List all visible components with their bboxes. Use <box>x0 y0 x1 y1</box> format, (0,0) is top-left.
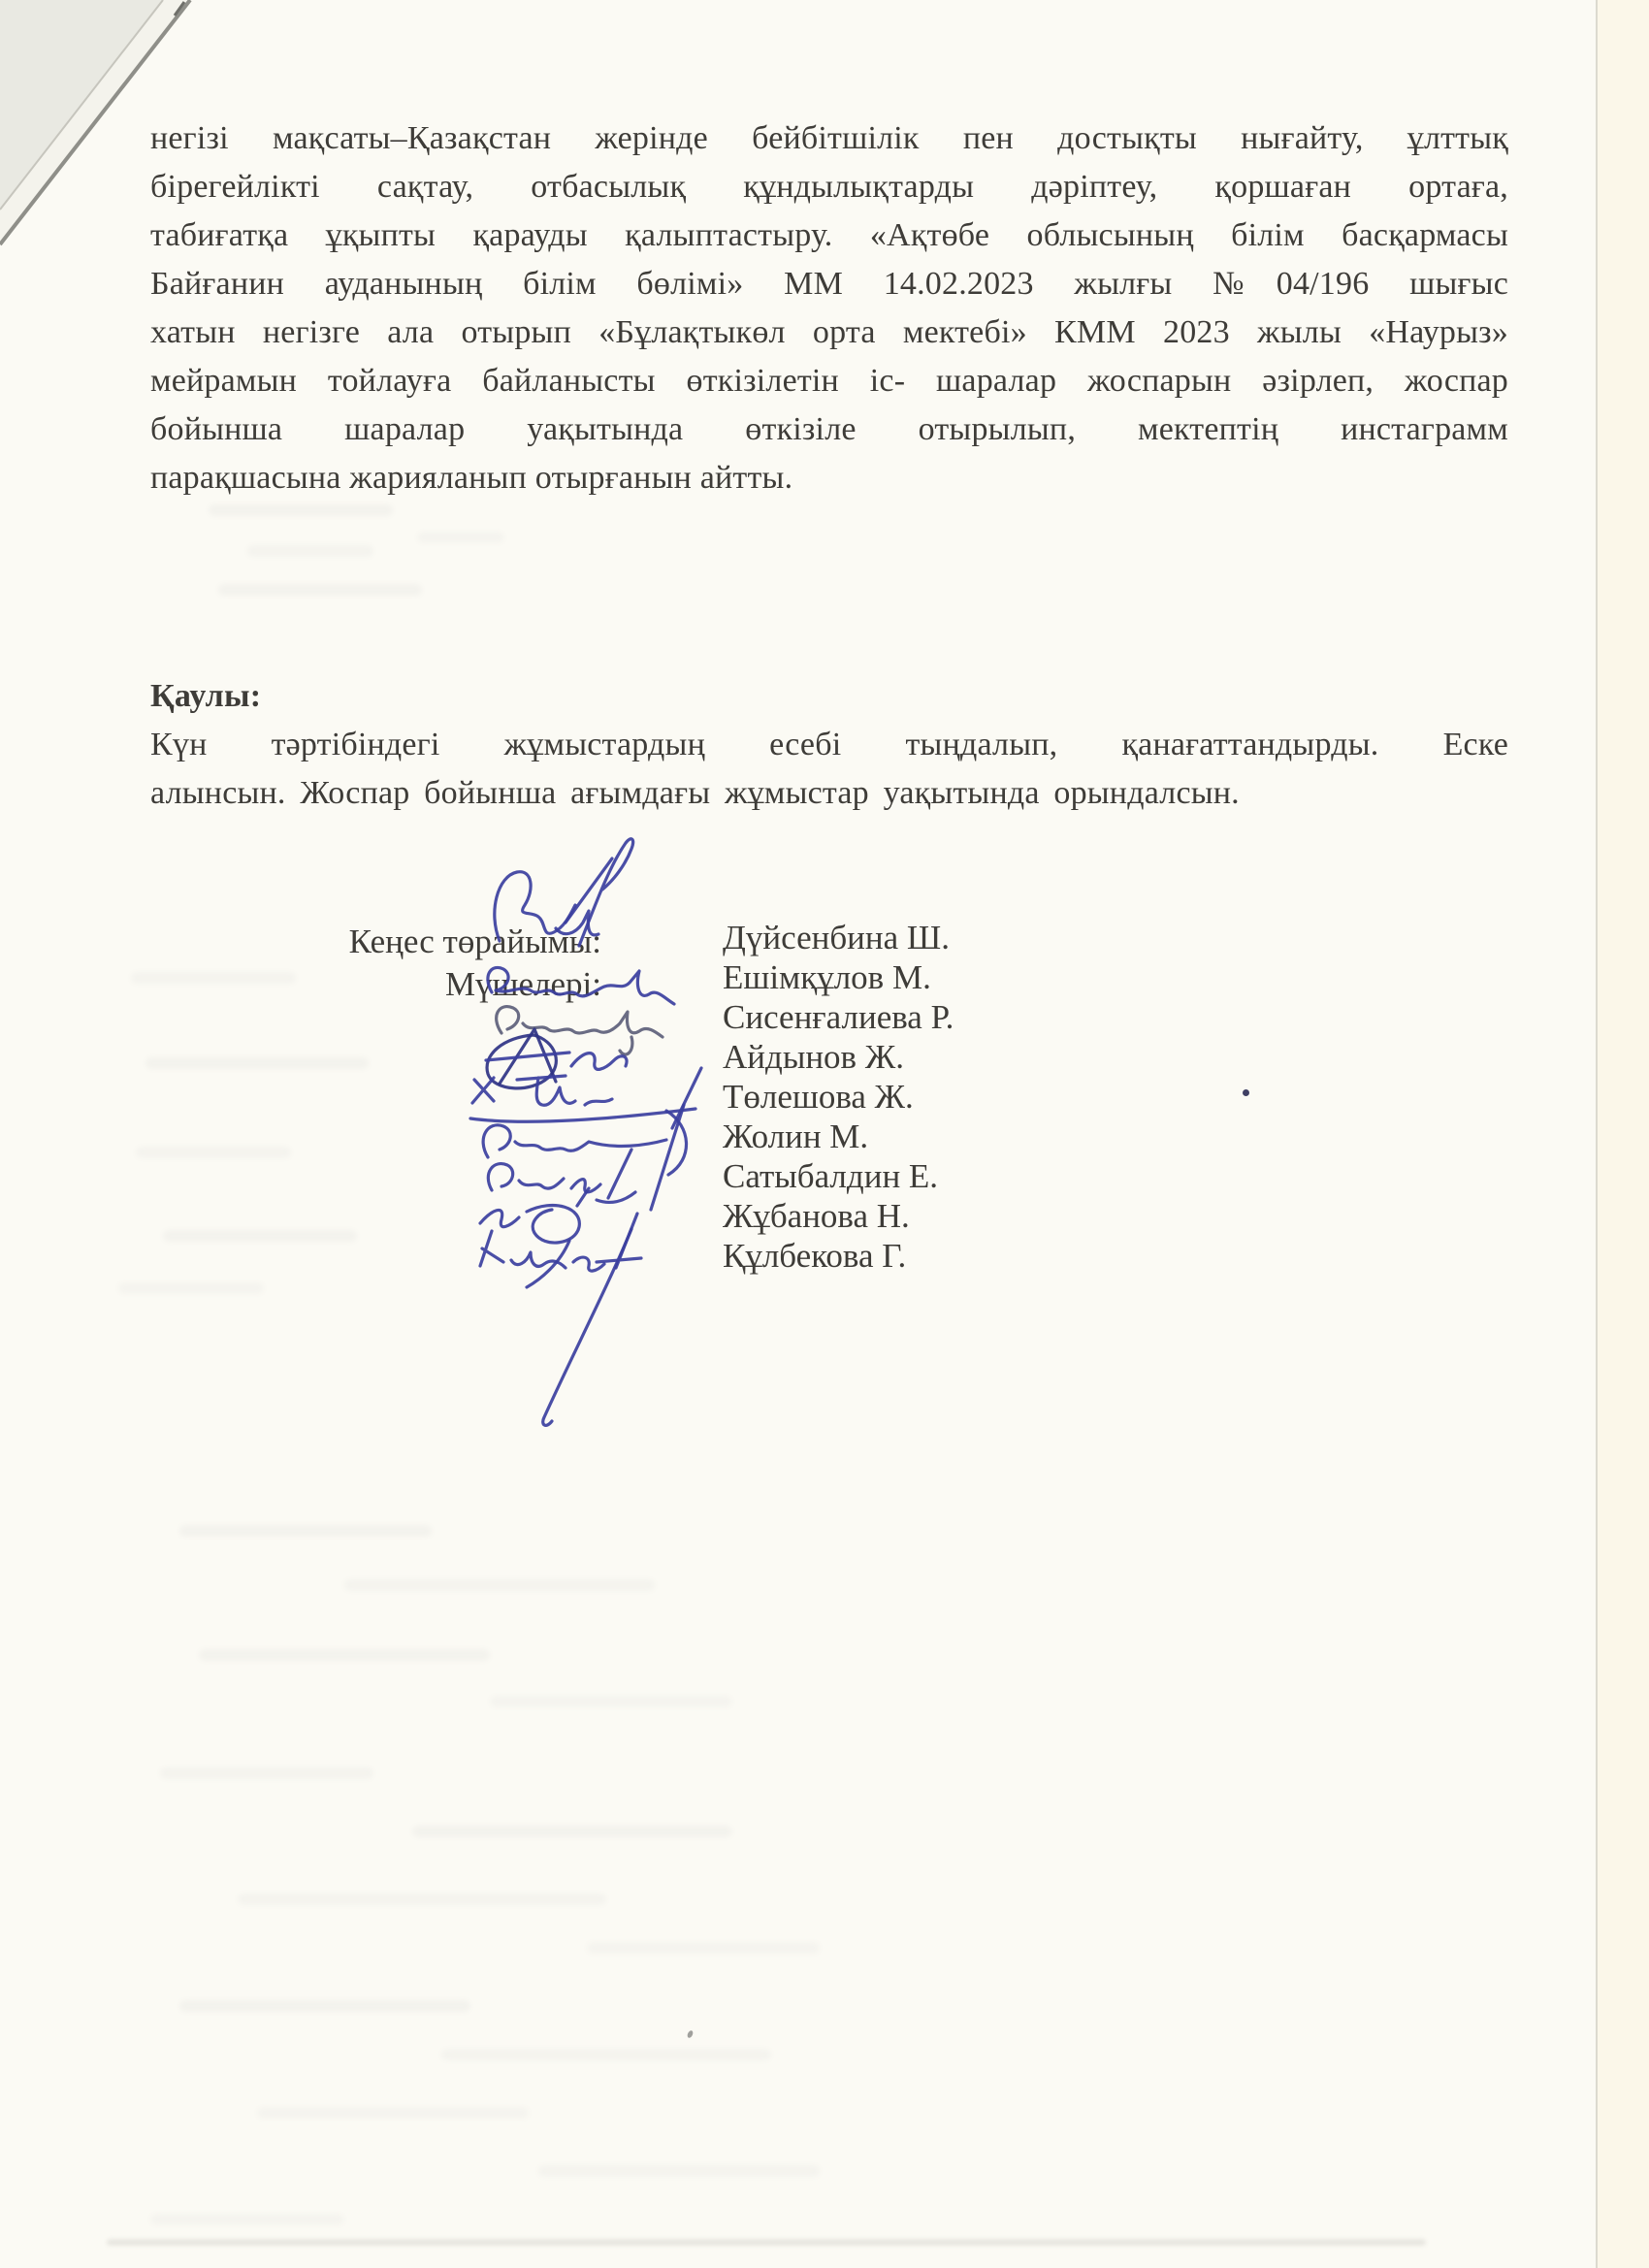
signature-name: Сисенғалиева Р. <box>723 998 954 1036</box>
paragraph-line: бойынша шаралар уақытында өткізіле отырылып, мектептің инстаграмм <box>150 411 1508 447</box>
scanner-right-margin <box>1598 0 1649 2268</box>
resolution-line: алынсын. Жоспар бойынша ағымдағы жұмыстар уақытында орындалсын. <box>150 775 1240 811</box>
body-paragraph <box>150 114 1508 502</box>
resolution-line: Күн тәртібіндегі жұмыстардың есебі тыңдалып, қанағаттандырды. Еске <box>150 727 1508 762</box>
signature-name: Ешімқұлов М. <box>723 958 931 996</box>
chair-label: Кеңес төрайымы: <box>348 923 601 960</box>
paragraph-line: парақшасына жарияланып отырғанын айтты. <box>150 460 793 496</box>
signature-name: Жолин М. <box>723 1118 869 1155</box>
signature-name: Жұбанова Н. <box>723 1197 910 1235</box>
paragraph-line: мейрамын тойлауға байланысты өткізілетін іс- шаралар жоспарын әзірлеп, жоспар <box>150 363 1508 399</box>
signature-name: Дүйсенбина Ш. <box>723 919 950 956</box>
signature-ink-2 <box>488 967 674 1004</box>
paper-right-edge <box>1596 0 1598 2268</box>
paragraph-line: Байғанин ауданының білім бөлімі» ММ 14.02.2023 жылғы №04/196 шығыс <box>150 266 1508 302</box>
signature-name: Сатыбалдин Е. <box>723 1157 939 1195</box>
paragraph-line: негізі мақсаты–Қазақстан жерінде бейбітшілік пен достықты нығайту, ұлттық <box>150 120 1508 156</box>
signature-name: Құлбекова Г. <box>723 1237 907 1275</box>
signature-ink-1 <box>495 839 633 946</box>
paragraph-line: табиғатқа ұқыпты қарауды қалыптастыру. «Ақтөбе облысының білім басқармасы <box>150 217 1508 253</box>
scan-bottom-smear <box>107 2239 1426 2246</box>
signature-ink-8 <box>480 1188 589 1287</box>
paragraph-line: хатын негізге ала отырып «Бұлақтыкөл орта мектебі» КММ 2023 жылы «Наурыз» <box>150 314 1508 350</box>
resolution-heading: Қаулы: <box>150 678 262 714</box>
members-label: Мүшелері: <box>444 965 601 1003</box>
signature-name: Төлешова Ж. <box>723 1078 914 1116</box>
paragraph-line: бірегейлікті сақтау, отбасылық құндылықтарды дәріптеу, қоршаған ортаға, <box>150 169 1508 205</box>
signature-ink-4 <box>486 1029 627 1088</box>
signature-names-list <box>723 918 1130 1276</box>
signatures-ink <box>441 829 761 1450</box>
resolution-section <box>150 672 1508 818</box>
paper-speck <box>687 2029 695 2038</box>
signature-ink-7 <box>488 1150 635 1202</box>
signature-ink-9 <box>480 1214 641 1425</box>
signature-name: Айдынов Ж. <box>723 1038 904 1076</box>
stray-ink-dot <box>1243 1089 1249 1096</box>
